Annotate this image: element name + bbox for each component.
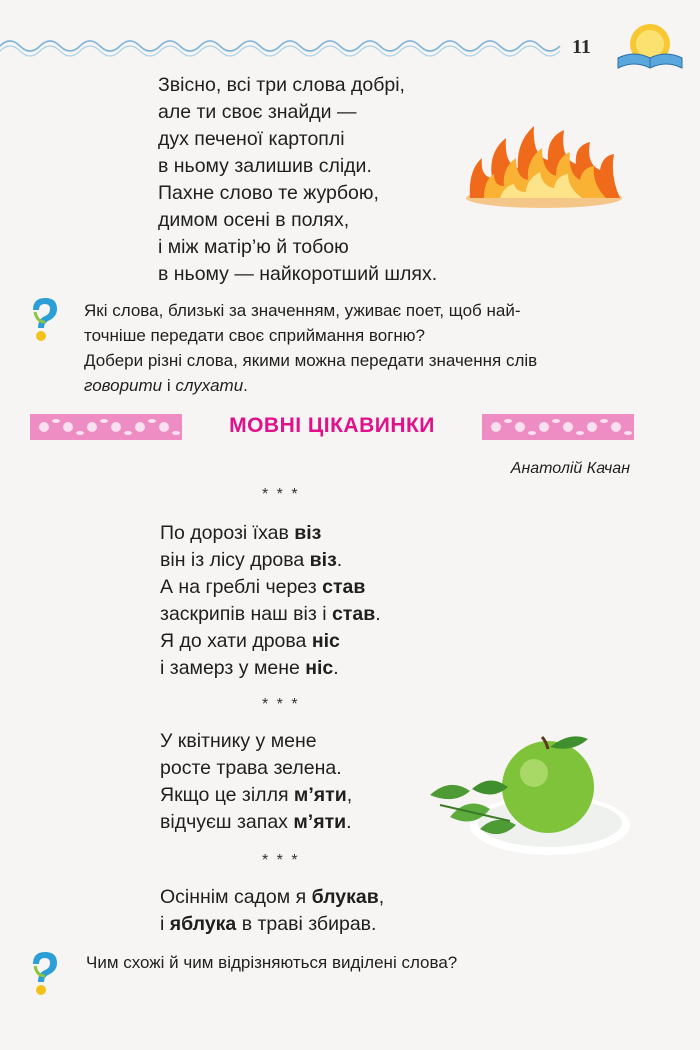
poem-line: Пахне слово те журбою,: [158, 182, 379, 204]
apple-mint-illustration: [420, 725, 630, 860]
text: Я до хати дрова: [160, 630, 312, 652]
poem-line: Звісно, всі три слова добрі,: [158, 74, 405, 96]
highlighted-word: яблука: [169, 913, 237, 935]
separator-stars: * * *: [262, 486, 300, 503]
italic-word: слухати: [175, 376, 244, 395]
text: відчуєш запах: [160, 811, 294, 833]
separator-stars: * * *: [262, 696, 300, 713]
text: .: [333, 657, 339, 679]
text: .: [346, 811, 352, 833]
poem-line: [160, 628, 381, 655]
poem-line: дух печеної картоплі: [158, 128, 345, 150]
text: А на греблі через: [160, 576, 323, 598]
question-text: .: [243, 376, 248, 395]
question-line: Добери різні слова, якими можна передати значення слів: [84, 351, 538, 370]
highlighted-word: м’яти: [293, 811, 347, 833]
poem-line: [160, 755, 352, 782]
poem-line: [160, 728, 352, 755]
poem-line: але ти своє знайди —: [158, 101, 357, 123]
poem-myaty: [160, 728, 352, 836]
text: і замерз у мене: [160, 657, 306, 679]
question-line: Які слова, близькі за значенням, уживає поет, щоб най-: [84, 301, 521, 320]
separator-stars: * * *: [262, 852, 300, 869]
text: .: [375, 603, 381, 625]
highlighted-word: блукав: [311, 886, 379, 908]
question-text: і: [162, 376, 176, 395]
open-book-sun-icon: [614, 18, 686, 74]
text: ,: [346, 784, 353, 806]
highlighted-word: став: [331, 603, 376, 625]
text: Якщо це зілля: [160, 784, 294, 806]
question-mark-icon: [27, 950, 61, 998]
text: По дорозі їхав: [160, 522, 295, 544]
poem-line: в ньому — найкоротший шлях.: [158, 263, 438, 285]
question-line: точніше передати своє сприймання вогню?: [84, 326, 425, 345]
poem-line: [160, 655, 381, 682]
poem-top: [158, 72, 437, 288]
section-header: [30, 410, 634, 444]
text: Осіннім садом я: [160, 886, 312, 908]
highlighted-word: віз: [309, 549, 337, 571]
question-2: Чим схожі й чим відрізняються виділені слова?: [86, 953, 458, 972]
poem-line: [160, 601, 381, 628]
poem-viz-stav-nis: [160, 520, 381, 682]
poem-line: і між матір’ю й тобою: [158, 236, 349, 258]
text: в траві збирав.: [236, 913, 377, 935]
poem-line: в ньому залишив сліди.: [158, 155, 372, 177]
poem-blukav: [160, 884, 384, 938]
text: він із лісу дрова: [160, 549, 310, 571]
text: ,: [378, 886, 385, 908]
ornament-right: [482, 414, 634, 440]
fire-icon: [460, 120, 628, 210]
highlighted-word: ніс: [311, 630, 340, 652]
italic-word: говорити: [84, 376, 163, 395]
text: .: [336, 549, 343, 571]
wave-decoration: [0, 28, 600, 58]
question-line: [84, 373, 644, 398]
text: росте трава зелена.: [160, 757, 342, 779]
section-title: МОВНІ ЦІКАВИНКИ: [229, 414, 435, 437]
poem-line: [160, 911, 384, 938]
question-block: [84, 298, 644, 398]
highlighted-word: став: [322, 576, 366, 598]
ornament-left: [30, 414, 182, 440]
text: заскрипів наш віз і: [160, 603, 332, 625]
text: У квітнику у мене: [160, 730, 317, 752]
poem-line: [160, 547, 381, 574]
highlighted-word: ніс: [305, 657, 334, 679]
poem-line: [160, 809, 352, 836]
highlighted-word: м’яти: [293, 784, 347, 806]
poem-line: [160, 884, 384, 911]
poem-line: [160, 574, 381, 601]
poem-line: димом осені в полях,: [158, 209, 350, 231]
poem-line: [160, 782, 352, 809]
page-number: 11: [572, 36, 591, 58]
text: і: [160, 913, 170, 935]
question-mark-icon: [27, 296, 61, 344]
highlighted-word: віз: [294, 522, 322, 544]
author-name: Анатолій Качан: [510, 460, 630, 477]
poem-line: [160, 520, 381, 547]
